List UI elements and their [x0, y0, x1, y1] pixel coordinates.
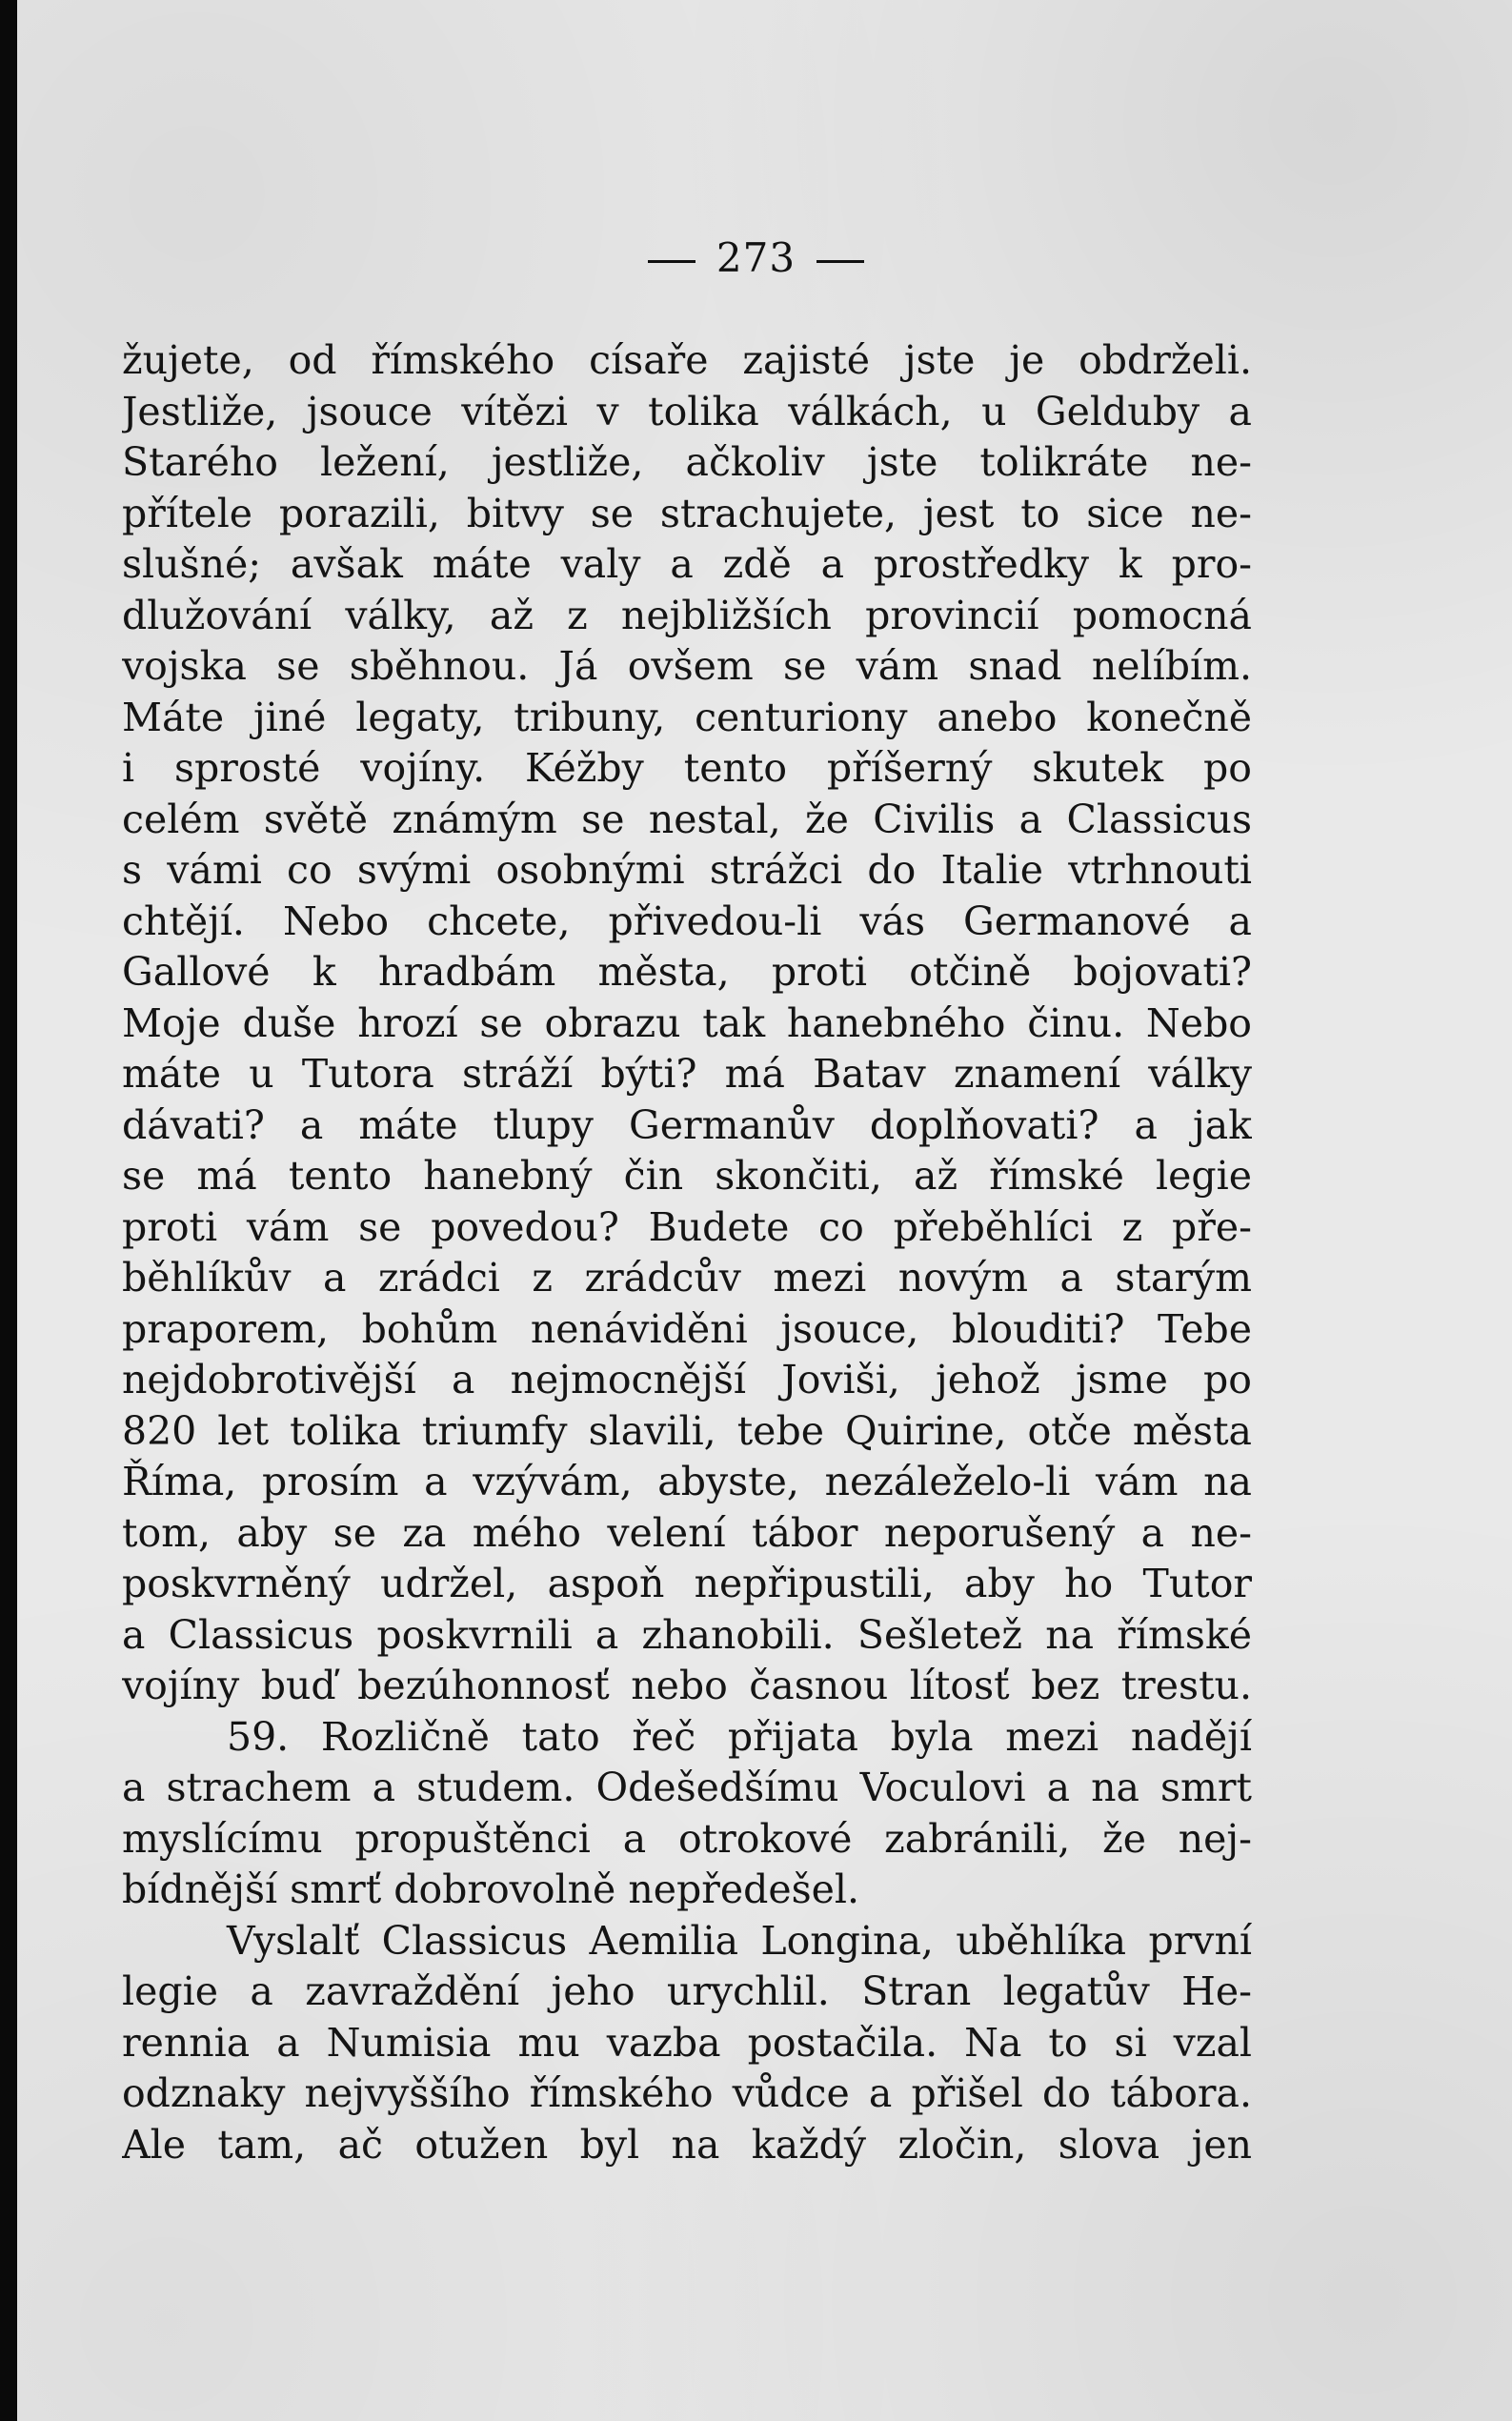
text-line: Ale tam, ač otužen byl na každý zločin, slova jen [122, 2121, 1252, 2168]
text-line: běhlíkův a zrádci z zrádcův mezi novým a starým [122, 1255, 1252, 1301]
text-line: vojska se sběhnou. Já ovšem se vám snad nelíbím. [122, 643, 1252, 689]
text-line: odznaky nejvyššího římského vůdce a přišel do tábora. [122, 2070, 1252, 2116]
text-line: s vámi co svými osobnými strážci do Italie vtrhnouti [122, 847, 1252, 893]
text-line: přítele porazili, bitvy se strachujete, jest to sice ne- [122, 490, 1252, 536]
text-line: a strachem a studem. Odešedšímu Voculovi a na smrt [122, 1765, 1252, 1810]
text-line: Říma, prosím a vzývám, abyste, nezáleželo-li vám na [122, 1459, 1252, 1504]
text-line: legie a zavraždění jeho urychlil. Stran legatův He- [122, 1968, 1252, 2014]
text-line: Vyslalť Classicus Aemilia Longina, uběhlíka první [227, 1917, 1252, 1964]
text-line: Jestliže, jsouce vítězi v tolika válkách, u Gelduby a [122, 388, 1252, 434]
text-line: slušné; avšak máte valy a zdě a prostředky k pro- [122, 541, 1252, 587]
text-line: dlužování války, až z nejbližších provincií pomocná [122, 592, 1252, 638]
text-line: Moje duše hrozí se obrazu tak hanebného činu. Nebo [122, 999, 1252, 1046]
text-line: 820 let tolika triumfy slavili, tebe Quirine, otče města [122, 1407, 1252, 1454]
text-line: se má tento hanebný čin skončiti, až římské legie [122, 1153, 1252, 1199]
text-line: žujete, od římského císaře zajisté jste je obdrželi. [122, 337, 1252, 383]
text-line: 59. Rozličně tato řeč přijata byla mezi nadějí [227, 1713, 1252, 1760]
page-number [0, 234, 1512, 281]
text-line: celém světě známým se nestal, že Civilis a Classicus [122, 796, 1252, 842]
text-line: myslícímu propuštěnci a otrokové zabránili, že nej- [122, 1815, 1252, 1862]
body-text [122, 335, 1252, 2170]
dash-left [648, 260, 696, 263]
text-line: chtějí. Nebo chcete, přivedou-li vás Germanové a [122, 898, 1252, 944]
text-line: i sprosté vojíny. Kéžby tento příšerný skutek po [122, 745, 1252, 791]
text-line: vojíny buď bezúhonnosť nebo časnou lítosť bez trestu. [122, 1663, 1252, 1708]
text-line: a Classicus poskvrnili a zhanobili. Sešletež na římské [122, 1611, 1252, 1658]
text-line: Máte jiné legaty, tribuny, centuriony anebo konečně [122, 694, 1252, 740]
text-line: Gallové k hradbám města, proti otčině bojovati? [122, 949, 1252, 995]
text-line: dávati? a máte tlupy Germanův doplňovati? a jak [122, 1101, 1252, 1148]
text-line: proti vám se povedou? Budete co přeběhlíci z pře- [122, 1203, 1252, 1250]
text-line: rennia a Numisia mu vazba postačila. Na to si vzal [122, 2019, 1252, 2066]
text-line: bídnější smrť dobrovolně nepředešel. [122, 1866, 860, 1912]
text-line: poskvrněný udržel, aspoň nepřipustili, aby ho Tutor [122, 1561, 1252, 1606]
text-line: Starého ležení, jestliže, ačkoliv jste tolikráte ne- [122, 439, 1252, 485]
page-number-value: 273 [716, 234, 796, 281]
text-line: praporem, bohům nenáviděni jsouce, blouditi? Tebe [122, 1305, 1252, 1352]
text-line: máte u Tutora stráží býti? má Batav znamení války [122, 1051, 1252, 1097]
scan-left-edge [0, 0, 17, 2421]
text-line: tom, aby se za mého velení tábor neporušený a ne- [122, 1509, 1252, 1556]
dash-right [816, 260, 864, 263]
text-line: nejdobrotivější a nejmocnější Joviši, jehož jsme po [122, 1357, 1252, 1402]
